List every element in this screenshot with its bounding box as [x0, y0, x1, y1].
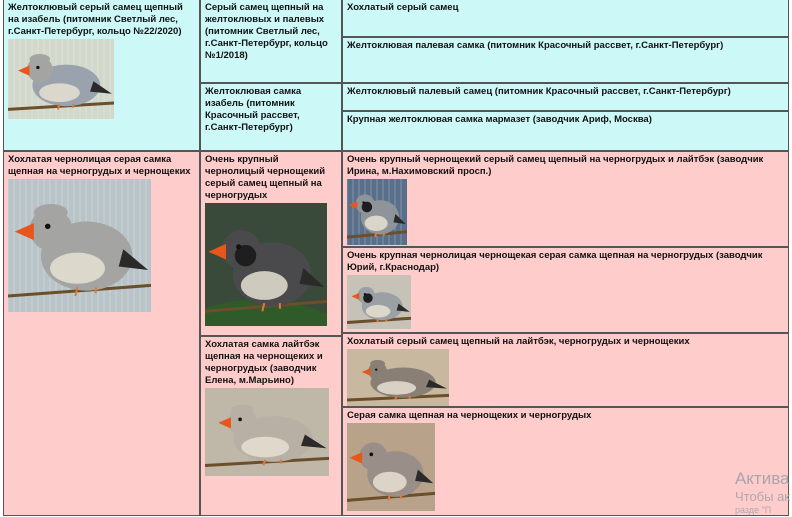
- bird-photo: [8, 179, 195, 312]
- bird-photo: [347, 349, 784, 407]
- caption: Хохлатый серый самец щепный на лайтбэк, черногрудых и чернощеких: [347, 336, 690, 347]
- bird-photo: [347, 275, 784, 329]
- cell-crested-grey-male: [342, 0, 789, 37]
- cell-yellow-beak-grey-male: [3, 0, 200, 151]
- bird-photo: [347, 423, 784, 511]
- cell-large-cheek-male: [342, 151, 789, 247]
- cell-crested-grey-male-lightback: [342, 333, 789, 407]
- caption: Серый самец щепный на желтоклювых и палевых (питомник Светлый лес, г.Санкт-Петербург, кольцо №1/2018): [205, 2, 328, 61]
- caption: Серая самка щепная на чернощеких и черногрудых: [347, 410, 592, 421]
- caption: Хохлатый серый самец: [347, 2, 459, 13]
- cell-large-blackface-female: [342, 247, 789, 333]
- cell-large-blackface-male: [200, 151, 342, 336]
- watermark-line-1: Актива: [734, 469, 790, 488]
- watermark-line-3: разде "П: [734, 505, 772, 515]
- cell-marmoset-female: [342, 111, 789, 151]
- caption: Очень крупный чернолицый чернощекий серый самец щепный на черногрудых: [205, 154, 326, 201]
- cell-crested-lightback-female: [200, 336, 342, 516]
- cell-yellow-beak-fawn-female: [342, 37, 789, 83]
- caption: Очень крупный чернощекий серый самец щепный на черногрудых и лайтбэк (заводчик Ирина, м.Нахимовский просп.): [347, 154, 764, 177]
- caption: Желтоклювый палевый самец (питомник Красочный рассвет, г.Санкт-Петербург): [347, 86, 731, 97]
- caption: Желтоклювая самка изабель (питомник Красочный рассвет, г.Санкт-Петербург): [205, 86, 302, 133]
- bird-photo: [205, 203, 337, 326]
- watermark-line-2: Чтобы ак: [734, 489, 790, 504]
- cell-yellow-beak-isabel-female: [200, 83, 342, 151]
- catalog-grid: [4, 0, 790, 517]
- cell-grey-male-split: [200, 0, 342, 83]
- caption: Крупная желтоклювая самка мармазет (заводчик Ариф, Москва): [347, 114, 652, 125]
- caption: Очень крупная чернолицая чернощекая серая самка щепная на черногрудых (заводчик Юрий, г.Краснодар): [347, 250, 763, 273]
- cell-crested-blackface-female: [3, 151, 200, 516]
- cell-grey-female-split: [342, 407, 789, 516]
- bird-photo: [8, 39, 195, 119]
- bird-photo: [205, 388, 337, 476]
- cell-yellow-beak-fawn-male: [342, 83, 789, 111]
- caption: Желтоклювый серый самец щепный на изабель (питомник Светлый лес, г.Санкт-Петербург, кольцо №22/2020): [8, 2, 183, 37]
- caption: Хохлатая самка лайтбэк щепная на чернощеких и черногрудых (заводчик Елена, м.Марьино): [205, 339, 323, 386]
- caption: Хохлатая чернолицая серая самка щепная на черногрудых и чернощеких: [8, 154, 191, 177]
- bird-photo: [347, 179, 784, 245]
- caption: Желтоклювая палевая самка (питомник Красочный рассвет, г.Санкт-Петербург): [347, 40, 724, 51]
